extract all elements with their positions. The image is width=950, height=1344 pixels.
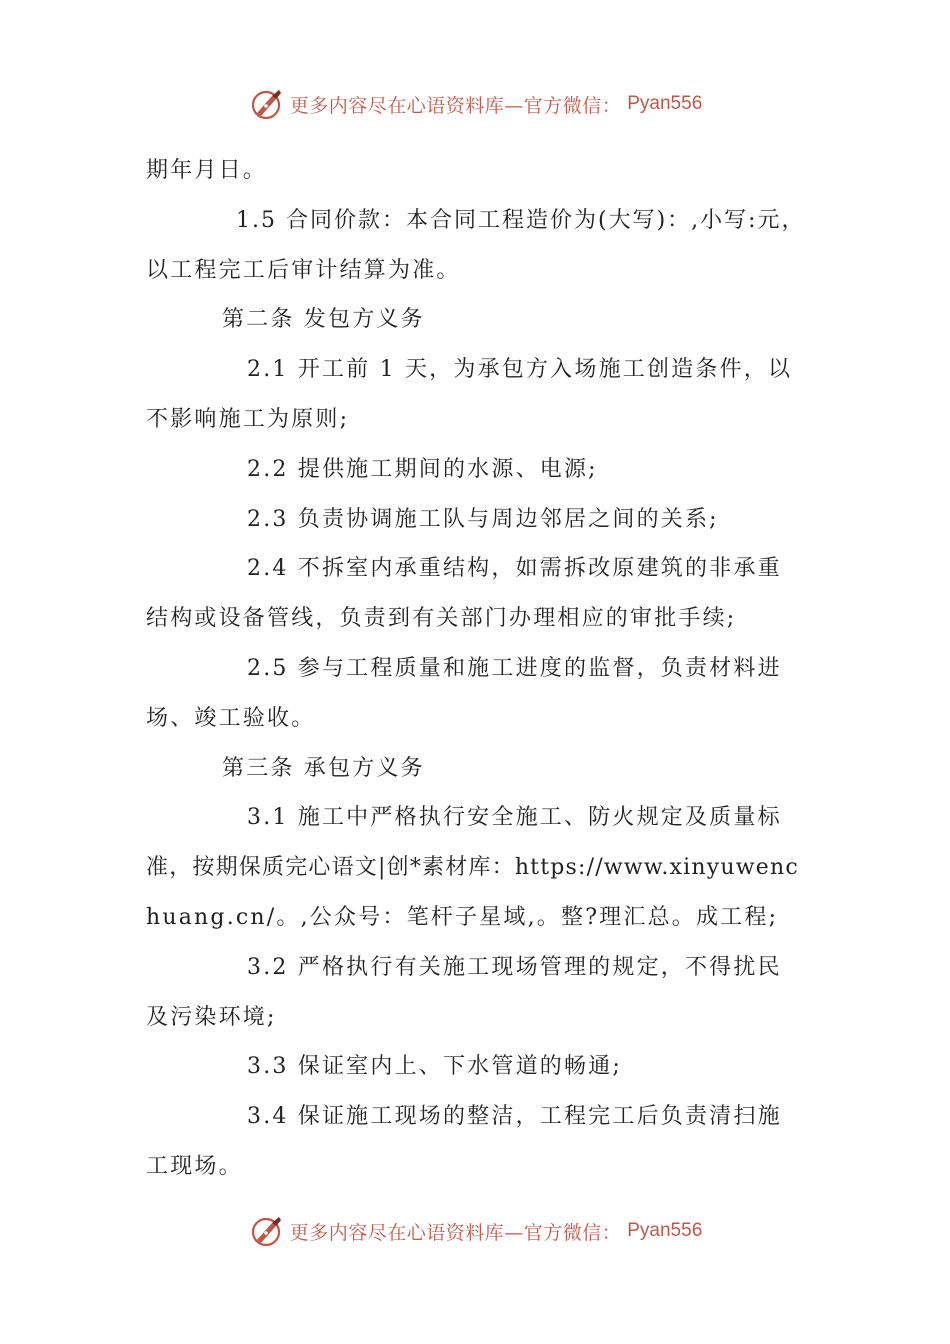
text-line: 2.4 不拆室内承重结构，如需拆改原建筑的非承重: [247, 556, 782, 582]
text-line: 不影响施工为原则;: [146, 406, 350, 432]
section-heading: 第三条 承包方义务: [222, 755, 425, 781]
footer-banner: [0, 1211, 950, 1251]
pen-nib-circle-icon: [248, 86, 284, 122]
text-line: 结构或设备管线，负责到有关部门办理相应的审批手续;: [146, 606, 737, 632]
text-line: 2.3 负责协调施工队与周边邻居之间的关系;: [247, 506, 719, 532]
text-line: huang.cn/。,公众号：笔杆子星域,。整?理汇总。成工程;: [146, 904, 779, 930]
footer-banner-wechat: Pyan556: [627, 1220, 703, 1241]
text-line: 3.1 施工中严格执行安全施工、防火规定及质量标: [247, 805, 782, 831]
text-line: 2.5 参与工程质量和施工进度的监督，负责材料进: [247, 655, 782, 681]
text-line: 2.1 开工前 1 天，为承包方入场施工创造条件，以: [247, 357, 793, 383]
text-line: 期年月日。: [146, 158, 268, 183]
text-line: 1.5 合同价款：本合同工程造价为(大写)：,小写:元，: [236, 207, 806, 233]
header-banner: [0, 84, 950, 124]
text-line: 3.4 保证施工现场的整洁，工程完工后负责清扫施: [247, 1104, 782, 1130]
footer-banner-content: [248, 1213, 703, 1249]
header-banner-content: [248, 86, 703, 122]
footer-banner-text: 更多内容尽在心语资料库—官方微信：: [289, 1221, 622, 1244]
section-heading: 第二条 发包方义务: [222, 307, 425, 333]
text-line: 3.2 严格执行有关施工现场管理的规定，不得扰民: [247, 954, 782, 980]
pen-nib-circle-icon: [248, 1213, 284, 1249]
text-line: 以工程完工后审计结算为准。: [146, 257, 461, 283]
text-line: 3.3 保证室内上、下水管道的畅通;: [247, 1054, 622, 1080]
header-banner-wechat: Pyan556: [627, 93, 703, 114]
text-line: 工现场。: [146, 1153, 243, 1179]
document-body: [146, 146, 806, 1192]
text-line: 场、竣工验收。: [146, 705, 316, 731]
text-line: 2.2 提供施工期间的水源、电源;: [247, 456, 598, 482]
text-line: 准，按期保质完心语文|创*素材库：https://www.xinyuwenc: [146, 855, 799, 881]
header-banner-text: 更多内容尽在心语资料库—官方微信：: [289, 94, 622, 117]
text-line: 及污染环境;: [146, 1004, 277, 1030]
